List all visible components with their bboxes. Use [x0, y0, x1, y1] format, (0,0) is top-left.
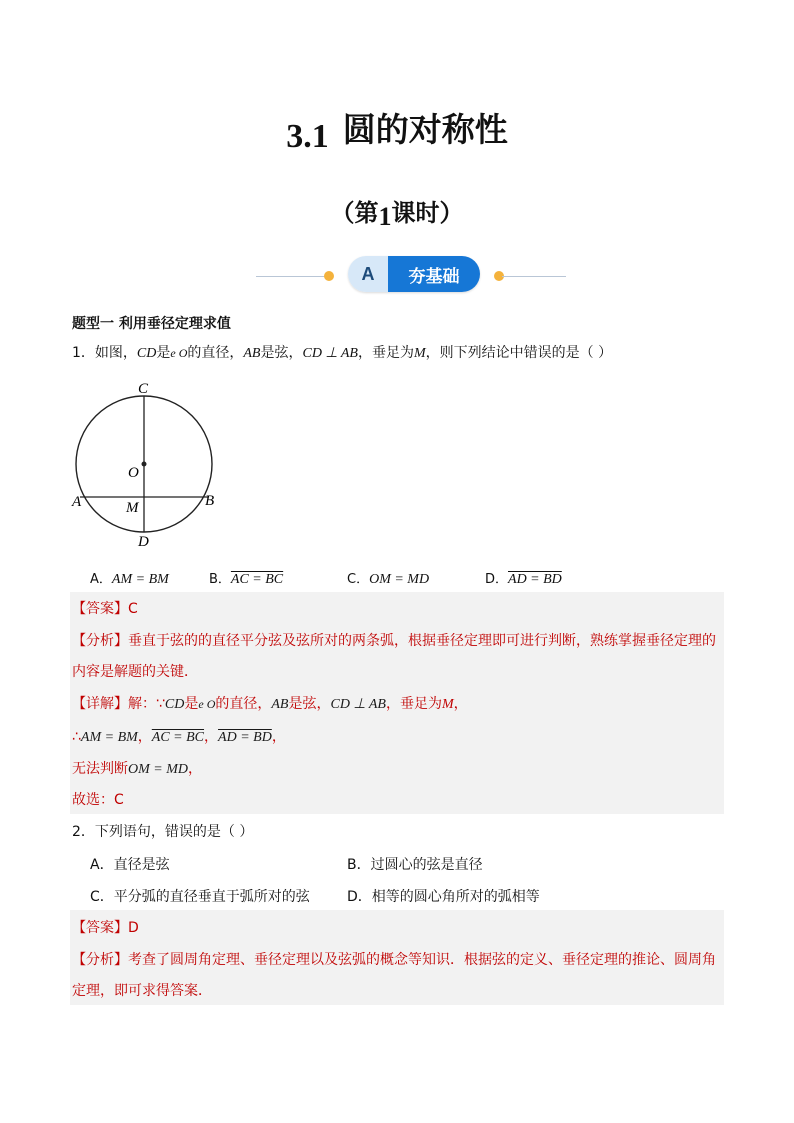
a1-detail — [72, 694, 722, 715]
label-d: D — [138, 534, 149, 550]
option-expr: AM = BM — [111, 572, 169, 587]
a1-cannot — [72, 759, 722, 780]
q1-perp: CD ⊥ AB — [302, 346, 358, 361]
comma: ， — [188, 761, 202, 777]
a1-answer — [72, 599, 722, 619]
choose-tag: 故选： — [72, 792, 114, 808]
label-a: A — [72, 494, 82, 510]
answer-tag: 【答案】 — [72, 601, 128, 617]
comma: ， — [204, 729, 219, 745]
option-label: B． — [209, 572, 231, 587]
a2-answer — [72, 918, 722, 938]
cannot-text: 无法判断 — [72, 761, 128, 777]
level-banner — [256, 256, 566, 296]
analysis-text: 垂直于弦的的直径平分弦及弦所对的两条弧，根据垂径定理即可进行判断，熟练掌握垂径定理的 — [128, 633, 716, 649]
question-2-stem: 2．下列语句，错误的是（ ） — [72, 824, 254, 840]
subtitle-num: 1 — [378, 202, 392, 231]
a1-choose — [72, 790, 722, 810]
label-m: M — [126, 500, 139, 516]
title-text: 圆的对称性 — [342, 110, 508, 149]
q1-option-b — [209, 568, 283, 588]
a1-therefore — [72, 727, 722, 748]
a1-analysis-1 — [72, 631, 722, 651]
a1-analysis-2: 内容是解题的关键． — [72, 664, 198, 680]
q1-text: 的直径， — [187, 345, 244, 361]
option-label: D． — [347, 889, 372, 905]
q1-text: ，垂足为 — [357, 345, 414, 361]
q2-option-c — [90, 886, 310, 906]
option-label: A． — [90, 857, 114, 873]
answer-value: C — [128, 601, 138, 617]
therefore-expr: AM = BM — [80, 730, 138, 745]
therefore-sign: ∴ — [72, 729, 81, 745]
question-1-stem — [72, 343, 612, 364]
option-label: C． — [347, 572, 370, 587]
detail-ab: AB — [271, 697, 289, 712]
option-expr: AD = BD — [508, 572, 562, 587]
page-title — [0, 110, 794, 157]
detail-m: M — [441, 697, 454, 712]
choose-value: C — [114, 792, 124, 808]
option-label: D． — [485, 572, 509, 587]
q1-text: ，则下列结论中错误的是（ ） — [425, 345, 613, 361]
detail-text: 是弦， — [288, 696, 331, 712]
comma: ， — [137, 729, 152, 745]
banner-line-left — [256, 276, 326, 277]
q2-option-d — [347, 886, 540, 906]
analysis-tag: 【分析】 — [72, 952, 128, 968]
answer-tag: 【答案】 — [72, 920, 128, 936]
q1-circle-o: e O — [170, 346, 188, 360]
detail-text: 是 — [184, 696, 199, 712]
option-text: 平分弧的直径垂直于弧所对的弦 — [113, 889, 310, 905]
level-letter: A — [348, 256, 388, 292]
a2-analysis-1 — [72, 950, 722, 970]
option-label: C． — [90, 889, 114, 905]
q1-option-d — [485, 568, 562, 588]
detail-text: 的直径， — [215, 696, 272, 712]
therefore-expr: AD = BD — [218, 730, 272, 745]
q1-text: 1．如图， — [72, 345, 137, 361]
option-text: 直径是弦 — [113, 857, 170, 873]
section-heading: 题型一 利用垂径定理求值 — [72, 316, 231, 332]
q1-text: 是弦， — [260, 345, 303, 361]
option-label: B． — [347, 857, 371, 873]
detail-text: ，垂足为 — [385, 696, 442, 712]
section-number: 3.1 — [286, 118, 329, 155]
option-text: 过圆心的弦是直径 — [370, 857, 483, 873]
q2-option-b — [347, 854, 483, 874]
detail-text: 解：∵ — [128, 696, 165, 712]
option-label: A． — [90, 572, 112, 587]
comma: ， — [271, 729, 286, 745]
center-point — [142, 462, 147, 467]
detail-cd: CD — [164, 697, 185, 712]
q1-cd: CD — [136, 346, 157, 361]
circle-figure — [66, 376, 226, 552]
q1-option-a — [90, 568, 169, 588]
q1-option-c — [347, 568, 429, 588]
cannot-expr: OM = MD — [128, 762, 188, 777]
q1-text: 是 — [156, 345, 171, 361]
label-b: B — [205, 493, 215, 509]
analysis-tag: 【分析】 — [72, 633, 128, 649]
subtitle-pre: （第 — [330, 199, 379, 227]
analysis-text: 考查了圆周角定理、垂径定理以及弦弧的概念等知识．根据弦的定义、垂径定理的推论、圆周角 — [128, 952, 716, 968]
banner-line-right — [502, 276, 566, 277]
option-expr: AC = BC — [230, 572, 284, 587]
detail-perp: CD ⊥ AB — [330, 697, 386, 712]
level-pill — [348, 256, 480, 292]
option-expr: OM = MD — [369, 572, 430, 587]
a2-analysis-2: 定理，即可求得答案． — [72, 983, 212, 999]
answer-value: D — [128, 920, 139, 936]
q1-m: M — [413, 346, 426, 361]
detail-o: e O — [198, 697, 216, 711]
label-c: C — [138, 381, 149, 397]
option-text: 相等的圆心角所对的弧相等 — [371, 889, 540, 905]
detail-tag: 【详解】 — [72, 696, 128, 712]
q2-option-a — [90, 854, 170, 874]
level-label: 夯基础 — [388, 256, 480, 292]
q1-ab: AB — [243, 346, 261, 361]
therefore-expr: AC = BC — [151, 730, 205, 745]
subtitle — [0, 193, 794, 231]
detail-text: ， — [453, 696, 468, 712]
banner-dot-left — [324, 271, 334, 281]
subtitle-post: 课时） — [391, 199, 464, 227]
label-o: O — [128, 465, 139, 481]
